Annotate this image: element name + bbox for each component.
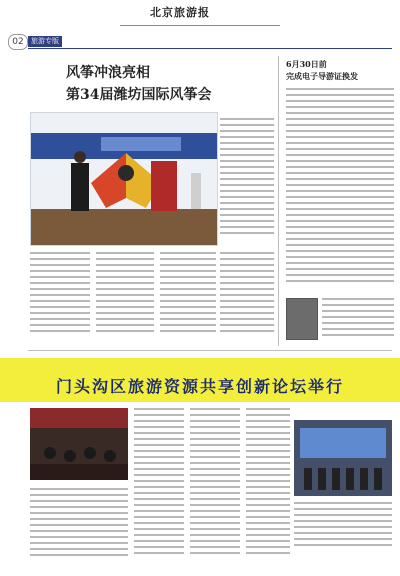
kite-text-col-4 — [160, 252, 216, 336]
kite-title-line2: 第34届潍坊国际风筝会 — [66, 87, 212, 103]
masthead: 北京旅游报 — [150, 6, 210, 19]
kite-title-line1: 风筝冲浪亮相 — [66, 65, 150, 81]
kite-photo-illustration — [31, 113, 217, 245]
tourism-text-col-1 — [134, 408, 184, 558]
forum-photo-2 — [294, 420, 392, 496]
column-divider — [278, 56, 279, 346]
section-tag: 旅游专版 — [28, 36, 62, 47]
kite-text-col-5 — [220, 252, 274, 336]
notice-text — [286, 88, 394, 286]
tourism-text-col-3 — [246, 408, 290, 558]
kite-text-col-3 — [96, 252, 154, 336]
masthead-rule — [120, 25, 280, 26]
section-divider — [28, 350, 392, 351]
kite-article-title — [66, 62, 226, 106]
forum-photo-1 — [30, 408, 128, 480]
notice-logo-image — [286, 298, 318, 340]
forum-audience-illustration — [30, 408, 128, 480]
page-number: 02 — [8, 34, 28, 50]
kite-text-col-1 — [220, 118, 274, 238]
header-rule — [28, 48, 392, 49]
tourism-text-col-4 — [30, 488, 128, 560]
kite-festival-photo — [30, 112, 218, 246]
notice-title-line1: 6月30日前 — [286, 59, 327, 69]
tourism-article-title: 门头沟区旅游资源共享创新论坛举行 — [55, 377, 344, 396]
notice-article-title — [286, 58, 396, 82]
notice-text-lower — [322, 298, 394, 340]
forum-stage-illustration — [294, 420, 392, 496]
notice-title-line2: 完成电子导游证换发 — [286, 71, 358, 81]
kite-text-col-2 — [30, 252, 90, 336]
tourism-text-col-2 — [190, 408, 240, 558]
tourism-text-col-5 — [294, 502, 392, 550]
